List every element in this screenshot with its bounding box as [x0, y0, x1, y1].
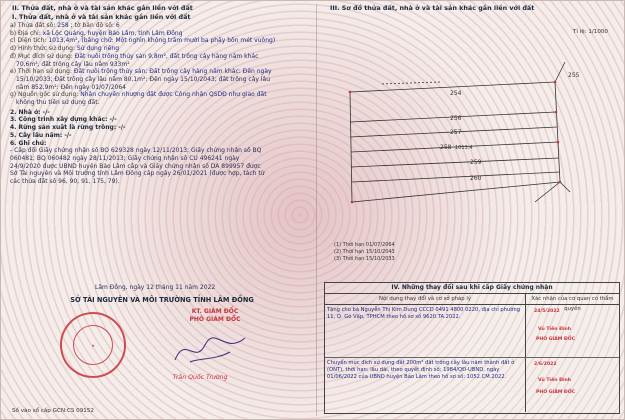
map-scale: Tỉ lệ: 1/1000 [572, 29, 608, 35]
forest-item: 4. Rừng sản xuất là rừng trồng: -/- [10, 124, 126, 132]
term-legend: (1) Thời hạn 01/07/2064 (2) Thời hạn 15/10/2043 (3) Thời hạn 15/10/2033 [334, 242, 395, 262]
section-1-title: I. Thửa đất, nhà ở và tài sản khác gắn liền với đất [12, 13, 191, 21]
stamp-date-1: 24/5/2022 [534, 309, 560, 314]
note-line-3: 24/9/2020 được UBND huyện Bảo Lâm cấp và Giấy chứng nhận số DA 899957 được [10, 162, 261, 170]
stamp-title-2: PHÓ GIÁM ĐỐC [536, 390, 576, 395]
address-line: b) Địa chỉ: xã Lộc Quảng, huyện Bảo Lâm, tỉnh Lâm Đồng [10, 29, 183, 37]
other-construction-item: 3. Công trình xây dựng khác: -/- [10, 116, 117, 124]
issuing-authority: SỞ TÀI NGUYÊN VÀ MÔI TRƯỜNG TỈNH LÂM ĐỒNG [70, 296, 254, 304]
parcel-label: 257 [450, 129, 462, 136]
parcel-label: 256 [450, 115, 462, 122]
stamp-title-1: PHÓ GIÁM ĐỐC [536, 337, 576, 342]
map-section-title: III. Sơ đồ thửa đất, nhà ở và tài sản khác gắn liền với đất [330, 4, 535, 12]
section-2-title: II. Thửa đất, nhà ở và tài sản khác gắn liền với đất [12, 4, 193, 12]
parcel-label: 260 [470, 175, 482, 182]
usage-purpose-line: đ) Mục đích sử dụng: Đất nuôi trồng thủy sản 9,8m², đất trồng cây hàng năm khác [10, 52, 259, 60]
parcel-label: 259 [470, 159, 482, 166]
parcel-line: a) Thửa đất số: 258 ; tờ bản đồ số: 6 [10, 22, 120, 29]
changes-header: IV. Những thay đổi sau khi cấp Giấy chứng nhận [325, 283, 619, 294]
signer-name: Trần Quốc Trường [172, 374, 228, 381]
parcel-label: 255 [568, 72, 580, 79]
table-row [325, 305, 619, 358]
note-line-1: - Cấp đổi Giấy chứng nhận số BO 629328 ngày 12/11/2013; Giấy chứng nhận số BQ [10, 147, 262, 155]
signature-block [150, 308, 280, 324]
perennial-item: 5. Cây lâu năm: -/- [10, 131, 72, 139]
page-fold [316, 4, 317, 416]
stamp-name-2: Vũ Tiến Đình [538, 378, 572, 383]
term-line: e) Thời hạn sử dụng: Đất nuôi trồng thủy sản; Đất trồng cây hàng năm khác: Đến ngày [10, 68, 272, 76]
usage-purpose-cont: 70,6m², đất trồng cây lâu năm 933m² [16, 60, 130, 68]
note-line-5: các thửa đất số 96, 90, 91, 175, 79). [10, 178, 120, 186]
parcel-label: 254 [450, 90, 462, 97]
origin-cont: không thu tiền sử dụng đất. [16, 99, 100, 107]
right-column [320, 2, 620, 412]
stamp-date-2: 2/6/2022 [534, 362, 557, 367]
deputy-director-title: PHÓ GIÁM ĐỐC [189, 316, 241, 323]
house-item: 2. Nhà ở: -/- [10, 108, 50, 116]
note-line-4: Sở Tài nguyên và Môi trường tỉnh Lâm Đồng cấp ngày 26/01/2021 (được hợp, tách từ [10, 170, 265, 178]
term-cont-1: 15/10/2033; Đất trồng cây lâu năm 80,1m²: Đến ngày 15/10/2043; đất trồng cây lâu [16, 75, 271, 83]
note-line-2: 060481; BQ 060482 ngày 28/11/2013; Giấy chứng nhận số CU 496241 ngày [10, 154, 240, 162]
parcel-label: 258 [440, 144, 452, 151]
usage-form-line: d) Hình thức sử dụng: Sử dụng riêng [10, 45, 120, 53]
notes-item: 6. Ghi chú: [10, 139, 47, 147]
director-signature-icon [170, 330, 250, 370]
changes-table [324, 282, 620, 414]
parcel-map [320, 42, 620, 242]
change-entry-2: Chuyển mục đích sử dụng đất 200m² đất trồng cây lâu năm thành đất ở (ONT), thời hạn: lâu dài, theo quyết định số: 1984/QĐ-UBND, ngày 01/06/2022 của UBND huyện Bảo Lâm theo hồ sơ số: 1052.CM.2022. [325, 358, 526, 412]
left-column [10, 2, 315, 407]
map-sheet-number: 6 [115, 22, 120, 29]
official-seal-icon: ★ [56, 308, 131, 383]
kt-title: KT. GIÁM ĐỐC [191, 308, 239, 315]
change-entry-1: Tặng cho bà Nguyễn Thị Kim Dung CCCD 0491 4800 0220, địa chỉ phường 11, Q. Gò Vấp, TPHCM theo hồ sơ số 9620.TA.2022. [325, 305, 526, 357]
issue-date: Lâm Đồng, ngày 12 tháng 11 năm 2022 [95, 284, 216, 291]
stamp-name-1: Vũ Tiến Đình [538, 327, 572, 332]
table-row [325, 358, 619, 412]
registry-serial: Số vào sổ cấp GCN:CS 09152 [12, 408, 94, 414]
area-label: 1013,4 [455, 145, 473, 151]
changes-column-headers: Nội dung thay đổi và cơ sở pháp lý Xác nhận của cơ quan có thẩm quyền [325, 294, 619, 305]
origin-line: g) Nguồn gốc sử dụng: Nhận chuyển nhượng đất được Công nhận QSDĐ như giao đất [10, 91, 267, 99]
term-cont-2: năm 852,9m²: Đến ngày 01/07/2064 [16, 83, 126, 91]
parcel-number: 258 [57, 22, 69, 29]
area-line: c) Diện tích: 1013,4m², (bằng chữ: Một nghìn không trăm mười ba phẩy bốn mét vuông) [10, 37, 276, 45]
